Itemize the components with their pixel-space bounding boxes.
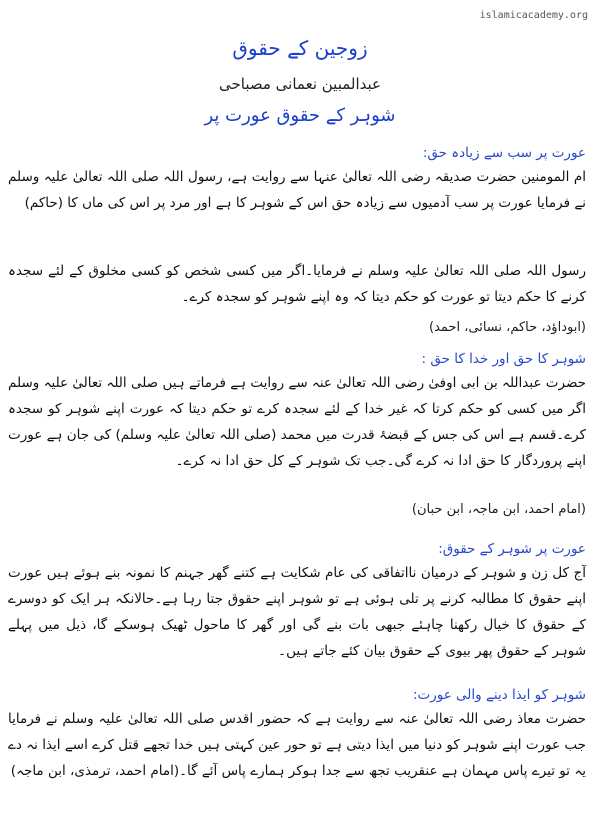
section-1-reference: (ابوداؤد، حاکم، نسائی، احمد) [429, 320, 586, 335]
section-4-paragraph-1: حضرت معاذ رضی اللہ تعالیٰ عنہ سے روایت ہے کہ حضور اقدس صلی اللہ تعالیٰ علیہ وسلم نے فرمایا جب عورت اپنے شوہر کو دنیا میں ایذا دیتی ہے تو حور عین کہتی ہیں خدا تجھے قتل کرے اسے ایذا نہ دے یہ تو تیرے پاس مہمان ہے عنقریب تجھ سے جدا ہوکر ہمارے پاس آئے گا۔(امام احمد، ترمذی، ابن ماجہ) [8, 711, 586, 779]
author-name: عبدالمبین نعمانی مصباحی [218, 75, 381, 93]
section-1-paragraph-1: ام المومنین حضرت صدیقہ رضی اللہ تعالیٰ عنہا سے روایت ہے، رسول اللہ صلی اللہ تعالیٰ علیہ وسلم نے فرمایا عورت پر سب آدمیوں سے زیادہ حق اس کے شوہر کا ہے اور مرد پر اس کی ماں کا (حاکم) [8, 169, 586, 211]
section-2-reference: (امام احمد، ابن ماجہ، ابن حبان) [411, 502, 586, 517]
page-subtitle: شوہر کے حقوق عورت پر [204, 105, 396, 126]
section-heading-2: شوہر کا حق اور خدا کا حق : [421, 351, 586, 367]
section-heading-1: عورت پر سب سے زیادہ حق: [422, 145, 586, 161]
site-watermark[interactable]: islamicacademy.org [479, 10, 588, 21]
page-title: زوجین کے حقوق [232, 36, 368, 60]
section-heading-3: عورت پر شوہر کے حقوق: [438, 541, 586, 557]
section-3-paragraph-1: آج کل زن و شوہر کے درمیان نااتفاقی کی عام شکایت ہے کتنے گھر جہنم کا نمونہ بنے ہوئے ہیں عورت اپنے حقوق کا مطالبہ کرنے پر تلی ہوئی ہے تو شوہر اپنے حقوق جتا رہا ہے۔حالانکہ ہر ایک کو دوسرے کے حقوق کا خیال رکھنا چاہئے جبھی بات بنے گی اور گھر کا ماحول ٹھیک ہوسکے گا، ذیل میں پہلے شوہر کے حقوق پھر بیوی کے حقوق بیان کئے جاتے ہیں۔ [8, 565, 586, 659]
section-heading-4: شوہر کو ایذا دینے والی عورت: [412, 687, 586, 703]
section-2-paragraph-1: حضرت عبداللہ بن ابی اوفیٰ رضی اللہ تعالیٰ عنہ سے روایت ہے فرماتے ہیں صلی اللہ تعالیٰ علیہ وسلم اگر میں کسی کو حکم کرتا کہ غیر خدا کے لئے سجدہ کرے تو حکم دیتا کہ عورت اپنے شوہر کو سجدہ کرے۔قسم ہے اس کی جس کے قبضۂ قدرت میں محمد (صلی اللہ تعالیٰ علیہ وسلم) کی جان ہے عورت اپنے پروردگار کا حق ادا نہ کرے گی۔جب تک شوہر کے کل حق ادا نہ کرے۔ [8, 375, 586, 469]
section-1-paragraph-2: رسول اللہ صلی اللہ تعالیٰ علیہ وسلم نے فرمایا۔اگر میں کسی شخص کو کسی مخلوق کے لئے سجدہ کرنے کا حکم دیتا تو عورت کو حکم دیتا کہ وہ اپنے شوہر کو سجدہ کرے۔ [8, 263, 586, 305]
